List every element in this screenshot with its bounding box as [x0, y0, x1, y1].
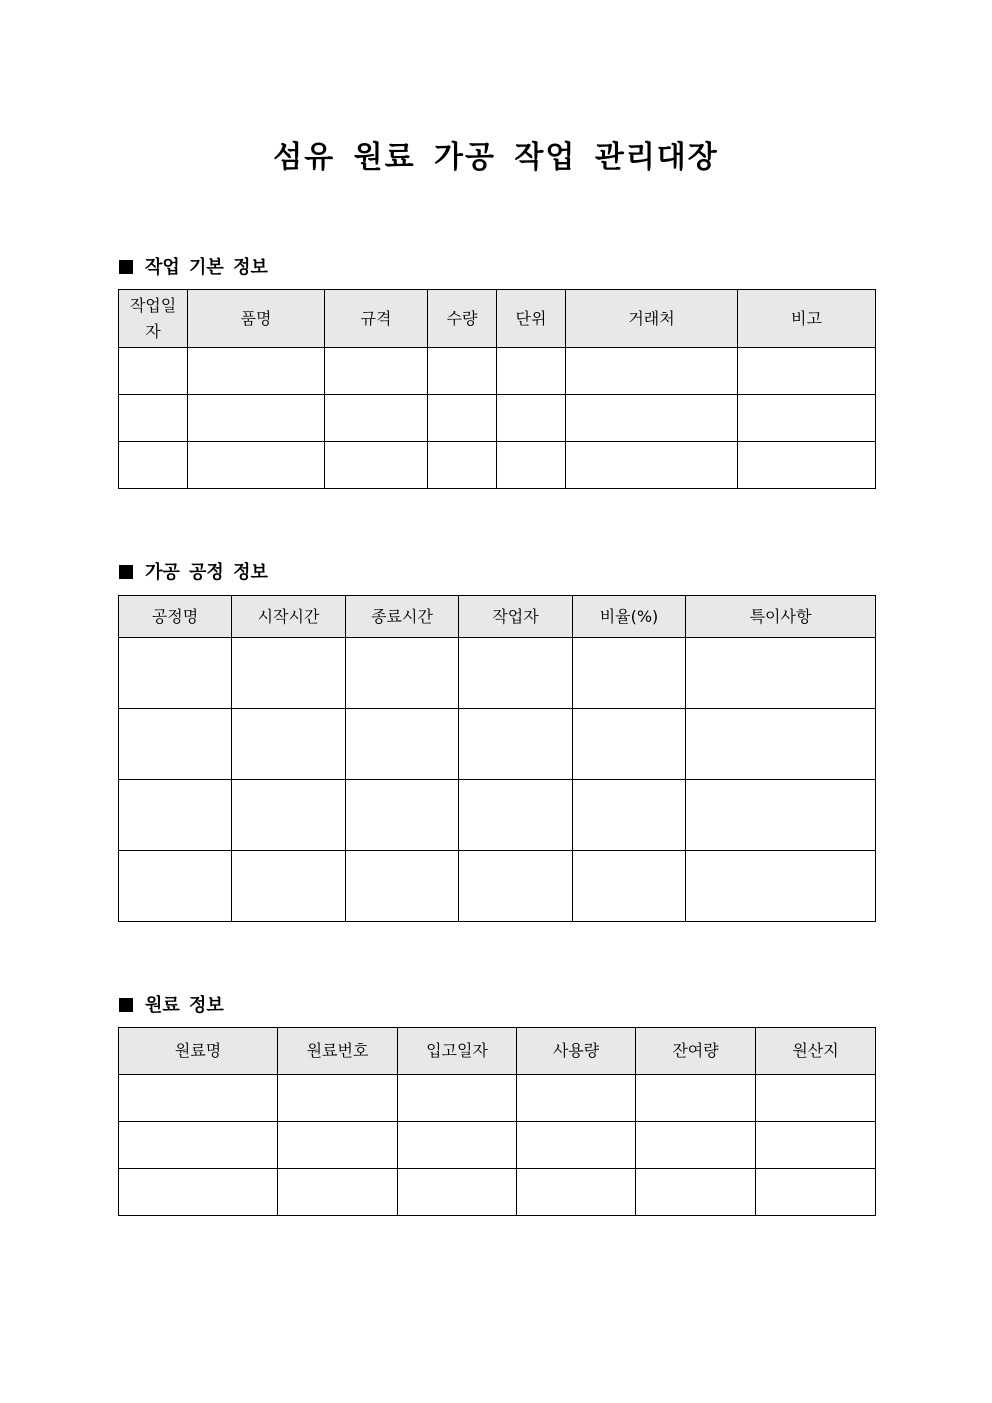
square-bullet-icon: [119, 998, 133, 1012]
column-header-spec: 규격: [325, 290, 428, 348]
table-header-row: [119, 596, 876, 638]
table-cell[interactable]: [497, 442, 566, 489]
table-cell[interactable]: [188, 348, 325, 395]
column-header-ratio: 비율(%): [573, 596, 686, 638]
table-cell[interactable]: [573, 851, 686, 922]
square-bullet-icon: [119, 260, 133, 274]
table-cell[interactable]: [278, 1075, 398, 1122]
section-heading-label: 원료 정보: [145, 995, 224, 1016]
table-header-row: [119, 1028, 876, 1075]
table-cell[interactable]: [325, 395, 428, 442]
table-cell[interactable]: [119, 709, 232, 780]
table-cell[interactable]: [188, 442, 325, 489]
table-cell[interactable]: [346, 780, 459, 851]
table-cell[interactable]: [686, 780, 876, 851]
table-cell[interactable]: [738, 395, 876, 442]
section-heading-process-info: [119, 558, 268, 584]
table-cell[interactable]: [119, 1169, 278, 1216]
column-header-client: 거래처: [566, 290, 738, 348]
column-header-remaining: 잔여량: [636, 1028, 756, 1075]
column-header-remarks: 비고: [738, 290, 876, 348]
table-cell[interactable]: [756, 1169, 876, 1216]
table-cell[interactable]: [686, 638, 876, 709]
table-cell[interactable]: [738, 442, 876, 489]
table-cell[interactable]: [119, 1122, 278, 1169]
table-cell[interactable]: [428, 395, 497, 442]
table-cell[interactable]: [278, 1169, 398, 1216]
table-cell[interactable]: [636, 1122, 756, 1169]
table-cell[interactable]: [459, 709, 573, 780]
column-header-notes: 특이사항: [686, 596, 876, 638]
table-row: [119, 1169, 876, 1216]
table-cell[interactable]: [636, 1169, 756, 1216]
table-cell[interactable]: [459, 780, 573, 851]
table-cell[interactable]: [398, 1169, 517, 1216]
table-cell[interactable]: [573, 709, 686, 780]
column-header-process-name: 공정명: [119, 596, 232, 638]
table-cell[interactable]: [232, 851, 346, 922]
table-cell[interactable]: [232, 638, 346, 709]
table-header-row: [119, 290, 876, 348]
table-cell[interactable]: [428, 348, 497, 395]
table-cell[interactable]: [517, 1075, 636, 1122]
table-cell[interactable]: [497, 395, 566, 442]
table-cell[interactable]: [566, 348, 738, 395]
table-row: [119, 780, 876, 851]
table-row: [119, 348, 876, 395]
column-header-worker: 작업자: [459, 596, 573, 638]
table-row: [119, 1075, 876, 1122]
column-header-material-name: 원료명: [119, 1028, 278, 1075]
section-heading-basic-info: [119, 253, 268, 279]
basic-info-table: [118, 289, 876, 489]
table-cell[interactable]: [119, 851, 232, 922]
table-cell[interactable]: [517, 1122, 636, 1169]
document-title: 섬유 원료 가공 작업 관리대장: [273, 140, 719, 175]
table-cell[interactable]: [566, 442, 738, 489]
table-cell[interactable]: [398, 1122, 517, 1169]
material-info-table: [118, 1027, 876, 1216]
table-cell[interactable]: [459, 851, 573, 922]
table-row: [119, 395, 876, 442]
table-cell[interactable]: [566, 395, 738, 442]
table-cell[interactable]: [636, 1075, 756, 1122]
table-cell[interactable]: [428, 442, 497, 489]
table-row: [119, 442, 876, 489]
table-cell[interactable]: [325, 348, 428, 395]
section-heading-material-info: [119, 991, 224, 1017]
table-cell[interactable]: [398, 1075, 517, 1122]
column-header-work-date: 작업일자: [119, 290, 188, 348]
column-header-unit: 단위: [497, 290, 566, 348]
table-row: [119, 851, 876, 922]
column-header-end-time: 종료시간: [346, 596, 459, 638]
table-row: [119, 638, 876, 709]
table-cell[interactable]: [517, 1169, 636, 1216]
column-header-start-time: 시작시간: [232, 596, 346, 638]
table-cell[interactable]: [278, 1122, 398, 1169]
table-cell[interactable]: [188, 395, 325, 442]
table-cell[interactable]: [232, 709, 346, 780]
section-heading-label: 가공 공정 정보: [145, 562, 268, 583]
column-header-receipt-date: 입고일자: [398, 1028, 517, 1075]
process-info-table: [118, 595, 876, 922]
column-header-usage: 사용량: [517, 1028, 636, 1075]
table-cell[interactable]: [232, 780, 346, 851]
table-cell[interactable]: [119, 780, 232, 851]
table-cell[interactable]: [573, 780, 686, 851]
table-cell[interactable]: [119, 395, 188, 442]
table-cell[interactable]: [119, 348, 188, 395]
table-cell[interactable]: [119, 1075, 278, 1122]
table-cell[interactable]: [346, 851, 459, 922]
table-cell[interactable]: [346, 709, 459, 780]
column-header-material-number: 원료번호: [278, 1028, 398, 1075]
table-cell[interactable]: [119, 638, 232, 709]
section-heading-label: 작업 기본 정보: [145, 257, 268, 278]
table-cell[interactable]: [686, 851, 876, 922]
table-cell[interactable]: [738, 348, 876, 395]
table-row: [119, 709, 876, 780]
table-cell[interactable]: [573, 638, 686, 709]
table-cell[interactable]: [325, 442, 428, 489]
column-header-origin: 원산지: [756, 1028, 876, 1075]
table-cell[interactable]: [346, 638, 459, 709]
table-cell[interactable]: [119, 442, 188, 489]
column-header-quantity: 수량: [428, 290, 497, 348]
square-bullet-icon: [119, 565, 133, 579]
table-cell[interactable]: [686, 709, 876, 780]
table-cell[interactable]: [459, 638, 573, 709]
table-cell[interactable]: [756, 1075, 876, 1122]
table-cell[interactable]: [756, 1122, 876, 1169]
column-header-item-name: 품명: [188, 290, 325, 348]
table-cell[interactable]: [497, 348, 566, 395]
table-row: [119, 1122, 876, 1169]
